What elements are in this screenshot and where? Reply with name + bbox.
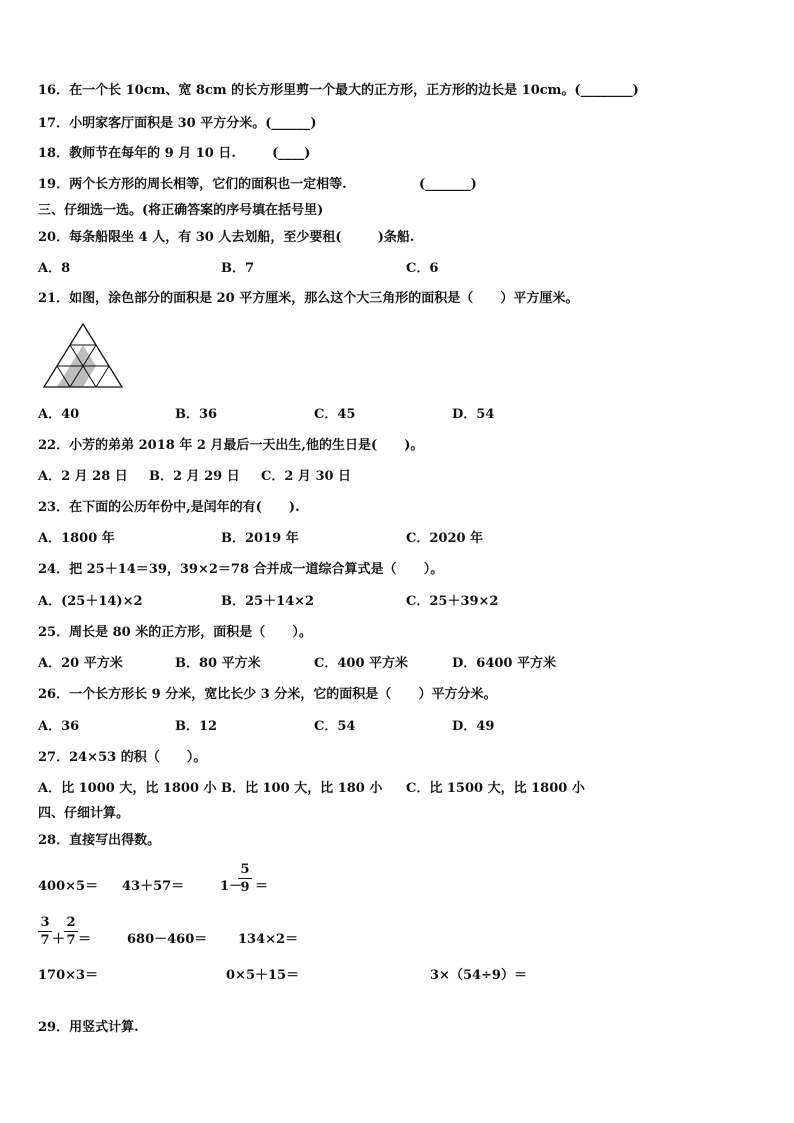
option-b: B．25＋14×2 [221, 594, 315, 609]
section-4-heading: 四、仔细计算。 [38, 806, 130, 821]
calc-item: 43＋57＝ [122, 879, 185, 894]
numerator: 2 [66, 915, 76, 930]
option-c: C．2 月 30 日 [261, 469, 352, 484]
option-a: A．8 [38, 261, 71, 276]
denominator: 9 [240, 880, 250, 895]
question-17: 17．小明家客厅面积是 30 平方分米。(______) [38, 116, 317, 131]
question-28: 28．直接写出得数。 [38, 833, 161, 848]
calc-item: 3×（54÷9）＝ [430, 968, 527, 983]
option-c: C．400 平方米 [314, 656, 409, 671]
fraction [38, 915, 52, 948]
option-a: A．40 [38, 407, 80, 422]
option-c: C．2020 年 [406, 531, 484, 546]
calc-item-equals: ＝ [78, 932, 92, 947]
option-b: B．2019 年 [221, 531, 299, 546]
question-20: 20．每条船限坐 4 人，有 30 人去划船，至少要租( )条船. [38, 230, 415, 245]
option-b: B．36 [175, 407, 218, 422]
option-d: D．6400 平方米 [452, 656, 556, 671]
option-a: A．比 1000 大，比 1800 小 [38, 781, 217, 796]
question-29: 29．用竖式计算. [38, 1020, 139, 1035]
option-b: B．12 [175, 719, 218, 734]
calc-item: 170×3＝ [38, 968, 99, 983]
question-24: 24．把 25＋14＝39，39×2＝78 合并成一道综合算式是（ ）。 [38, 562, 444, 577]
question-18: 18．教师节在每年的 9 月 10 日. (____) [38, 146, 311, 161]
option-c: C．6 [406, 261, 439, 276]
fraction [64, 915, 78, 948]
question-16: 16．在一个长 10cm、宽 8cm 的长方形里剪一个最大的正方形，正方形的边长是 10cm。(________) [38, 83, 639, 98]
question-27: 27．24×53 的积（ ）。 [38, 750, 207, 765]
calc-item: 680－460＝ [127, 932, 208, 947]
option-c: C．比 1500 大，比 1800 小 [406, 781, 585, 796]
numerator: 3 [40, 915, 50, 930]
numerator: 5 [240, 862, 250, 877]
calc-item-prefix: 1－ [220, 879, 243, 894]
triangle-figure [42, 320, 126, 392]
option-b: B．7 [221, 261, 255, 276]
calc-item: 0×5＋15＝ [226, 968, 300, 983]
plus-sign: ＋ [52, 932, 66, 947]
option-a: A．36 [38, 719, 80, 734]
question-22: 22．小芳的弟弟 2018 年 2 月最后一天出生,他的生日是( )。 [38, 438, 424, 453]
shaded-triangle [70, 345, 96, 366]
option-b: B．80 平方米 [175, 656, 261, 671]
fraction-bar [238, 878, 252, 879]
option-c: C．54 [314, 719, 356, 734]
denominator: 7 [66, 933, 76, 948]
option-a: A．1800 年 [38, 531, 115, 546]
option-b: B．2 月 29 日 [149, 469, 240, 484]
question-19: 19．两个长方形的周长相等，它们的面积也一定相等. (_______) [38, 177, 477, 192]
option-c: C．25＋39×2 [406, 594, 499, 609]
question-21: 21．如图，涂色部分的面积是 20 平方厘米，那么这个大三角形的面积是（ ）平方厘米。 [38, 291, 579, 306]
question-25: 25．周长是 80 米的正方形，面积是（ ）。 [38, 625, 312, 640]
option-a: A．(25＋14)×2 [38, 594, 143, 609]
option-a: A．2 月 28 日 [38, 469, 128, 484]
option-d: D．54 [452, 407, 495, 422]
calc-item: 400×5＝ [38, 879, 99, 894]
fraction-bar [64, 931, 78, 932]
question-23: 23．在下面的公历年份中,是闰年的有( ). [38, 500, 300, 515]
section-3-heading: 三、仔细选一选。(将正确答案的序号填在括号里) [38, 203, 324, 218]
denominator: 7 [40, 933, 50, 948]
question-26: 26．一个长方形长 9 分米，宽比长少 3 分米，它的面积是（ ）平方分米。 [38, 687, 497, 702]
option-a: A．20 平方米 [38, 656, 123, 671]
option-c: C．45 [314, 407, 356, 422]
fraction [238, 862, 252, 895]
fraction-bar [38, 931, 52, 932]
calc-item-equals: ＝ [255, 879, 269, 894]
calc-item: 134×2＝ [238, 932, 299, 947]
option-b: B．比 100 大，比 180 小 [221, 781, 383, 796]
option-d: D．49 [452, 719, 495, 734]
